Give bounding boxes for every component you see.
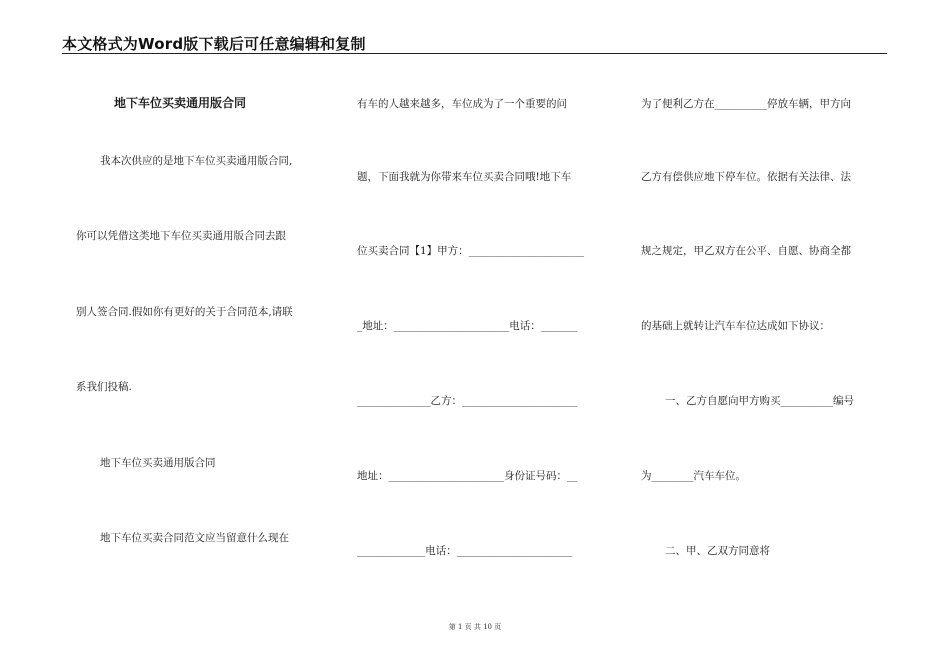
clause-2: 二、甲、乙双方同意将 bbox=[665, 545, 770, 557]
document-header-title: 本文格式为Word版下载后可任意编辑和复制 bbox=[62, 35, 366, 53]
body-line: 为________汽车车位。 bbox=[641, 470, 746, 482]
body-line: 你可以凭借这类地下车位买卖通用版合同去跟 bbox=[76, 230, 286, 242]
form-line-address-id: 地址：______________________身份证号码：__ bbox=[357, 470, 578, 482]
section-heading: 地下车位买卖通用版合同 bbox=[100, 457, 216, 469]
page-footer: 第 1 页 共 10 页 bbox=[448, 623, 502, 631]
body-line: 我本次供应的是地下车位买卖通用版合同, bbox=[100, 155, 293, 167]
form-line-phone: _____________电话：______________________ bbox=[357, 545, 573, 557]
form-line-party-a: 位买卖合同【1】甲方：______________________ bbox=[357, 245, 585, 257]
header-divider bbox=[62, 53, 887, 54]
body-line: 地下车位买卖合同范文应当留意什么现在 bbox=[100, 532, 289, 544]
form-line-party-b: ______________乙方：______________________ bbox=[357, 395, 578, 407]
document-title: 地下车位买卖通用版合同 bbox=[114, 96, 247, 110]
body-line: 的基础上就转让汽车车位达成如下协议： bbox=[641, 320, 830, 332]
body-line: 规之规定，甲乙双方在公平、自愿、协商全都 bbox=[641, 245, 851, 257]
form-line-address-phone: _地址：______________________电话：_______ bbox=[357, 320, 578, 332]
clause-1: 一、乙方自愿向甲方购买__________编号 bbox=[665, 395, 854, 407]
body-line: 别人签合同.假如你有更好的关于合同范本,请联 bbox=[76, 306, 293, 318]
body-line: 系我们投稿. bbox=[76, 381, 132, 393]
body-line: 有车的人越来越多，车位成为了一个重要的问 bbox=[357, 98, 567, 110]
body-line: 为了便利乙方在__________停放车辆，甲方向 bbox=[641, 98, 851, 110]
body-line: 题，下面我就为你带来车位买卖合同哦!地下车 bbox=[357, 171, 572, 183]
body-line: 乙方有偿供应地下停车位。依据有关法律、法 bbox=[641, 171, 851, 183]
